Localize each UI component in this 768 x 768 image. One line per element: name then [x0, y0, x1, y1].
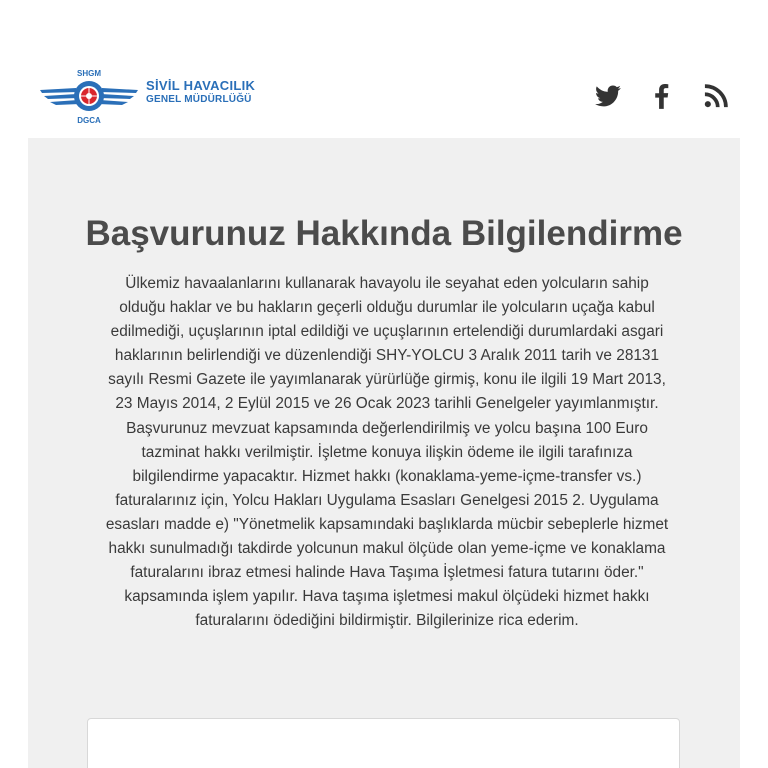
main-content	[28, 138, 740, 768]
logo-title: SİVİL HAVACILIK	[146, 78, 256, 93]
site-header	[28, 52, 740, 138]
rss-link[interactable]	[702, 82, 730, 110]
emblem-bottom-text: DGCA	[77, 116, 101, 125]
logo-subtitle: GENEL MÜDÜRLÜĞÜ	[146, 94, 252, 105]
page-title: Başvurunuz Hakkında Bilgilendirme	[85, 214, 683, 253]
facebook-link[interactable]	[648, 82, 676, 110]
information-text: Ülkemiz havaalanlarını kullanarak havayolu ile seyahat eden yolcuların sahip olduğu haklar ve bu hakların geçerli olduğu durumlar ile yolcuların uçağa kabul edilmediği, uçuşlarının iptal edildiği ve uçuşlarının ertelendiği durumlardaki asgari haklarının belirlendiği ve düzenlendiği SHY-YOLCU 3 Aralık 2011 tarih ve 28131 sayılı Resmi Gazete ile yayımlanarak yürürlüğe girmiş, konu ile ilgili 19 Mart 2013, 23 Mayıs 2014, 2 Eylül 2015 ve 26 Ocak 2023 tarihli Genelgeler yayımlanmıştır. Başvurunuz mevzuat kapsamında değerlendirilmiş ve yolcu başına 100 Euro tazminat hakkı verilmiştir. İşletme konuya ilişkin ödeme ile ilgili tarafınıza bilgilendirme yapacaktır. Hizmet hakkı (konaklama-yeme-içme-transfer vs.) faturalarınız için, Yolcu Hakları Uygulama Esasları Genelgesi 2015 2. Uygulama esasları madde e) "Yönetmelik kapsamındaki başlıklarda mücbir sebeplerle hizmet hakkı sunulmadığı takdirde yolcunun makul ölçüde olan yeme-içme ve konaklama faturalarını ibraz etmesi halinde Hava Taşıma İşletmesi fatura tutarını öder." kapsamında işlem yapılır. Hava taşıma işletmesi makul ölçüdeki hizmet hakkı faturalarını ödediğini bildirmiştir. Bilgilerinize rica ederim.	[105, 275, 669, 630]
rss-icon	[702, 82, 730, 110]
facebook-icon	[648, 82, 676, 110]
twitter-link[interactable]	[594, 82, 622, 110]
twitter-icon	[594, 82, 622, 110]
social-links	[594, 82, 730, 110]
emblem-top-text: SHGM	[77, 69, 101, 78]
shgm-emblem-icon	[38, 66, 140, 126]
shgm-logo-link[interactable]	[38, 66, 278, 126]
content-card	[87, 718, 680, 768]
